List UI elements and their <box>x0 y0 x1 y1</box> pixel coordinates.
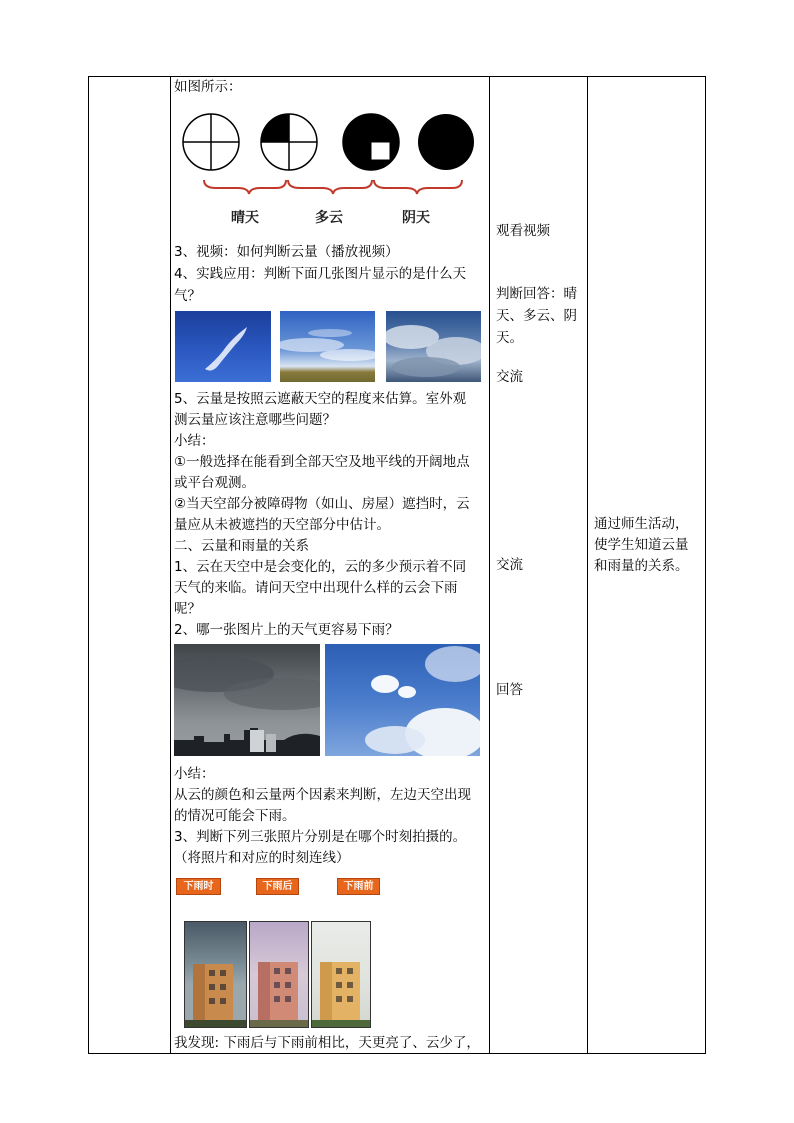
clear-sky-circle <box>183 114 239 170</box>
cloudy-brace <box>288 180 372 194</box>
column-divider <box>489 77 490 1053</box>
cloud-cover-diagram <box>176 108 481 213</box>
intro-text: 如图所示： <box>174 79 242 95</box>
photo-dark-clouds <box>174 644 320 756</box>
sky-photo-partly-cloudy <box>280 311 375 382</box>
clear-brace <box>204 180 286 194</box>
column-divider <box>170 77 171 1053</box>
tag-before-rain: 下雨前 <box>337 878 380 895</box>
tag-after-rain: 下雨后 <box>256 878 299 895</box>
photo-building-after-rain <box>249 921 309 1028</box>
finding-text: 我发现: 下雨后与下雨前相比，天更亮了、云少了， <box>174 1035 480 1051</box>
sky-photo-overcast <box>386 311 481 382</box>
photo-building-during-rain <box>184 921 247 1028</box>
sky-photo-clear <box>175 311 271 382</box>
label-cloudy: 多云 <box>315 210 343 226</box>
student-watch: 观看视频 <box>496 223 550 239</box>
overcast-circle <box>418 114 474 170</box>
photo-blue-sky <box>325 644 480 756</box>
overcast-brace <box>374 180 462 194</box>
label-overcast: 阴天 <box>402 210 430 226</box>
student-exchange-1: 交流 <box>496 369 523 385</box>
three-quarter-cover-circle <box>343 114 399 170</box>
column-divider <box>587 77 588 1053</box>
quarter-cover-circle <box>261 114 317 170</box>
tag-during-rain: 下雨时 <box>176 878 221 895</box>
student-exchange-2: 交流 <box>496 557 523 573</box>
photo-building-before-rain <box>311 921 371 1028</box>
student-answer: 回答 <box>496 682 523 698</box>
label-clear: 晴天 <box>231 210 259 226</box>
